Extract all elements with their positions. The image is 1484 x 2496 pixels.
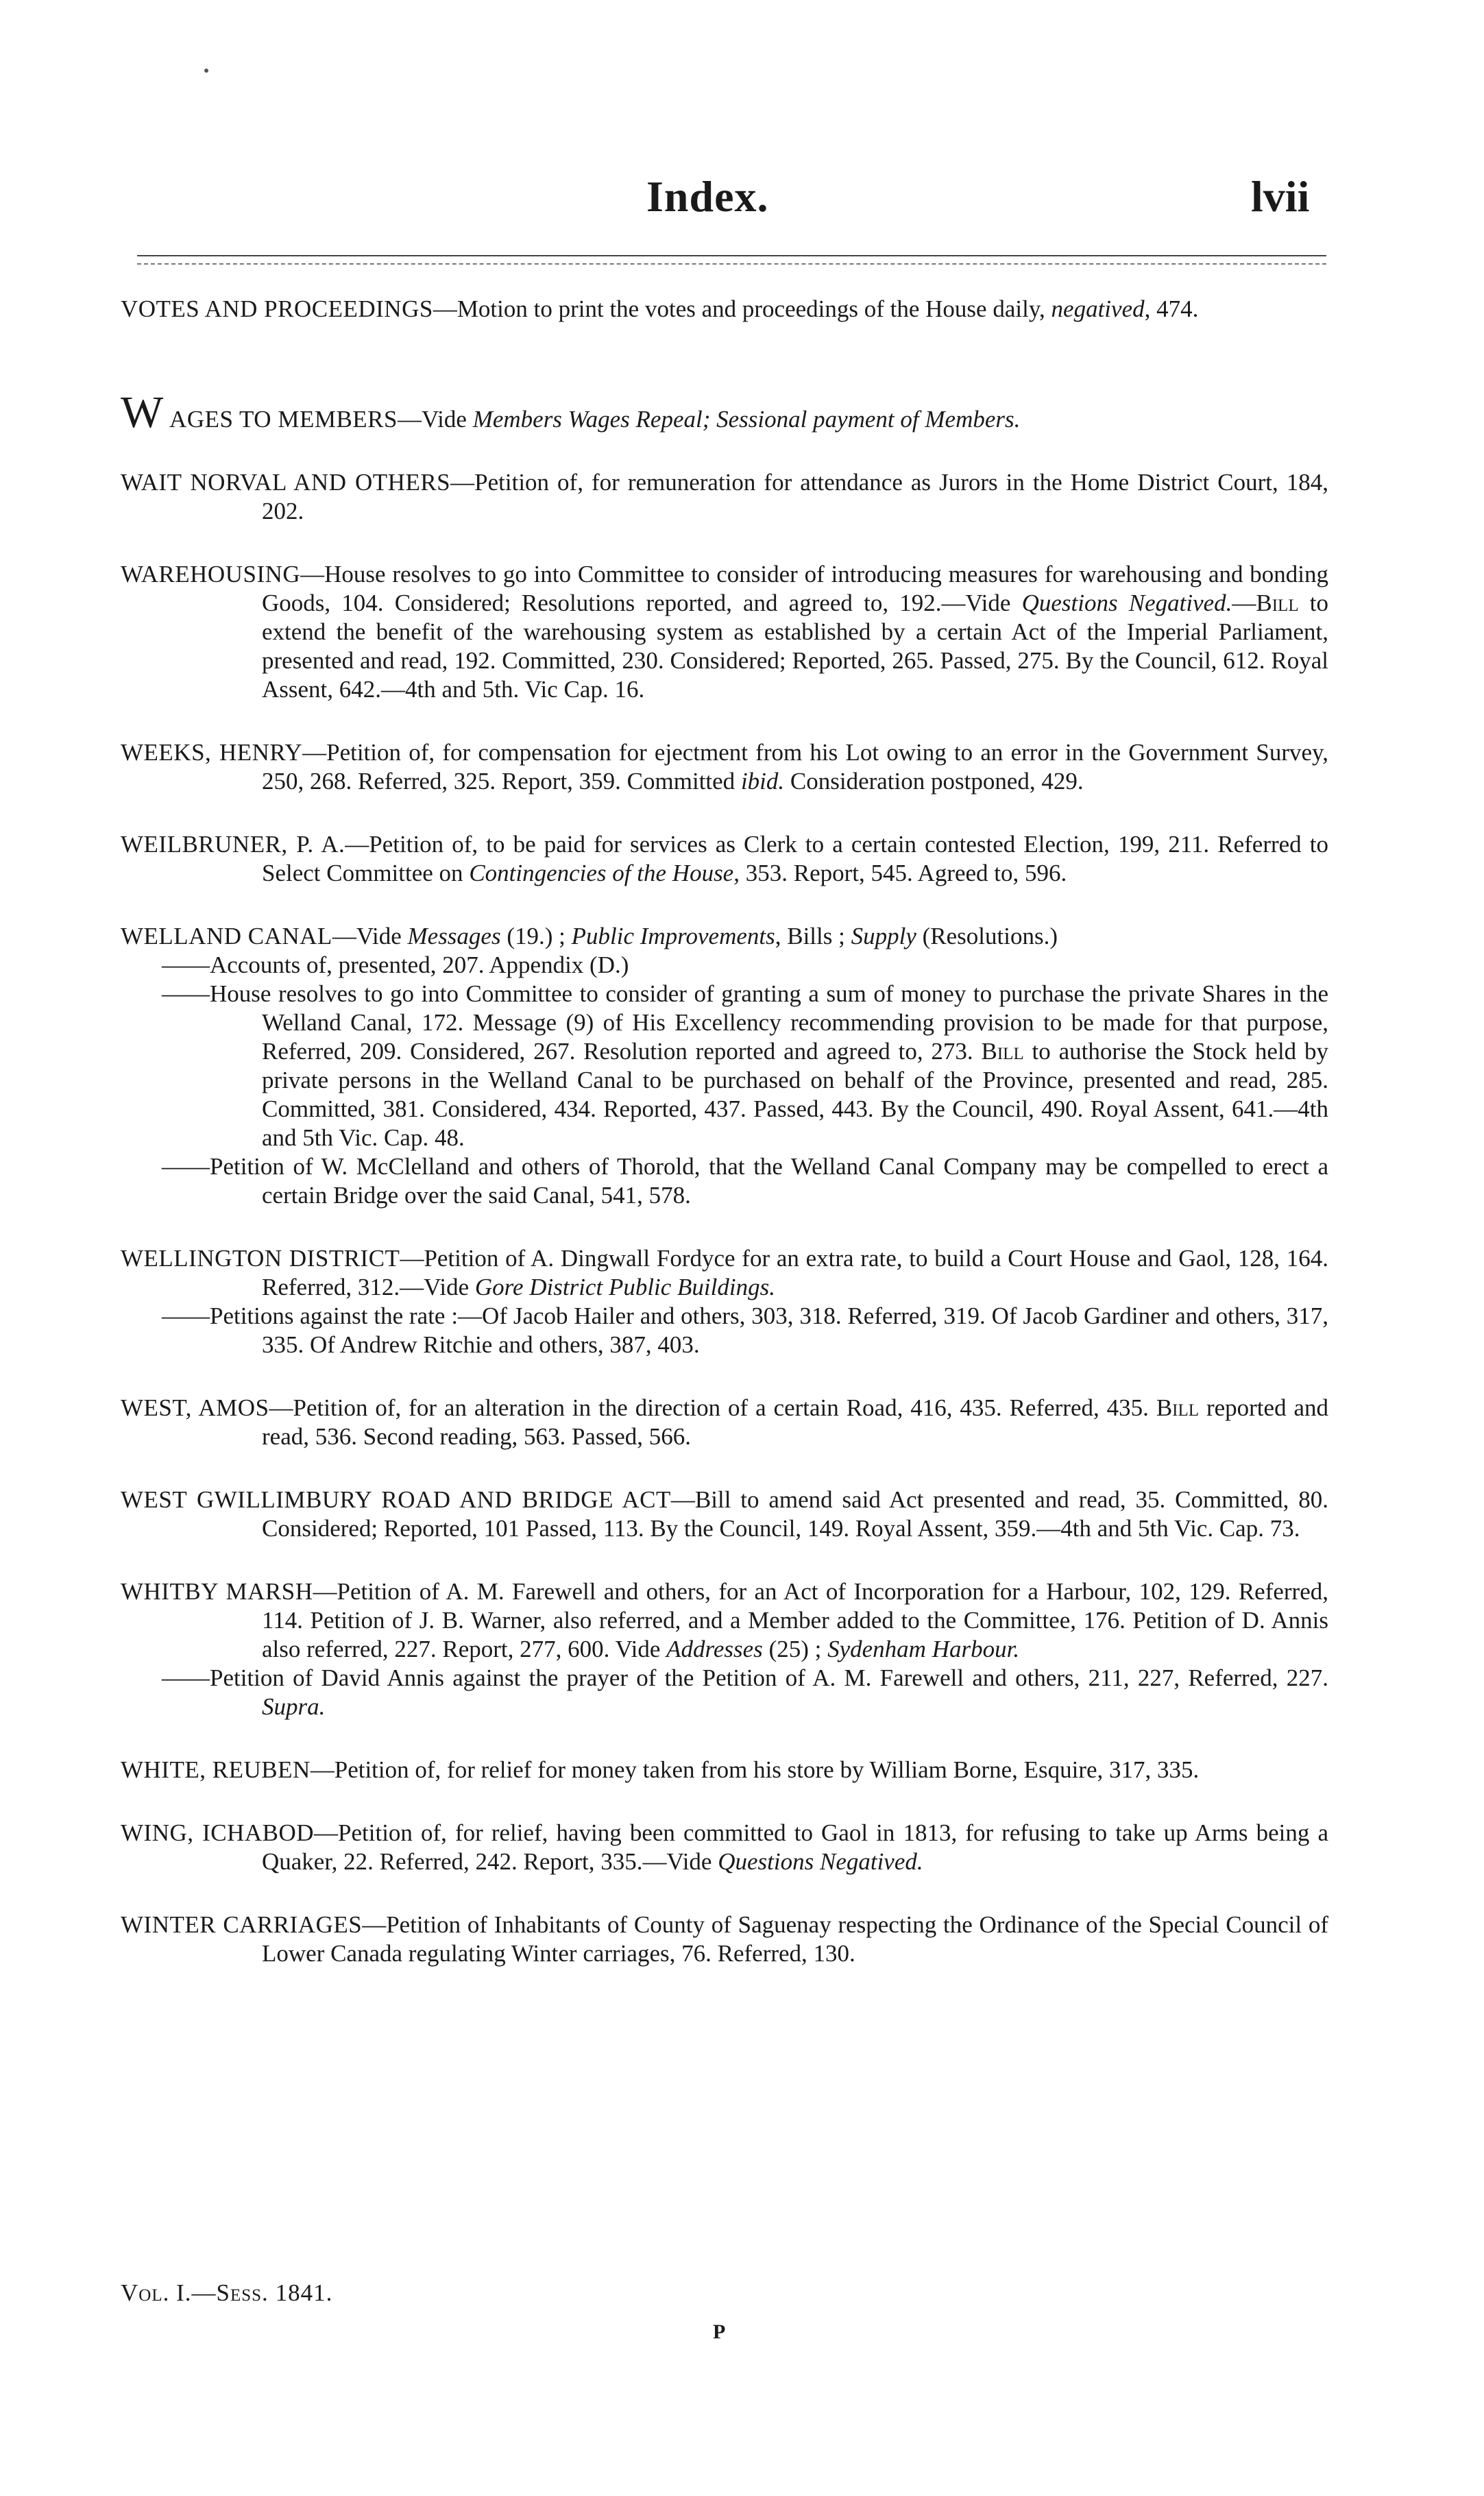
welland-canal-main: WELLAND CANAL—Vide Messages (19.) ; Public Improvements, Bills ; Supply (Resolutions.) xyxy=(121,923,1058,949)
wellington-sub-petitions: ——Petitions against the rate :—Of Jacob Hailer and others, 303, 318. Referred, 319. Of Jacob Gardiner and others, 317, 335. Of Andrew Ritchie and others, 387, 403. xyxy=(162,1302,1328,1358)
whitby-marsh-sub-annis: ——Petition of David Annis against the prayer of the Petition of A. M. Farewell and others, 211, 227, Referred, 227. Supra. xyxy=(162,1664,1328,1720)
index-entry-weeks: WEEKS, HENRY—Petition of, for compensation for ejectment from his Lot owing to an error in the Government Survey, 250, 268. Referred, 325. Report, 359. Committed ibid. Consideration postponed, 429. xyxy=(121,739,1328,795)
index-entries xyxy=(121,295,1328,2002)
page-title: Index. xyxy=(646,172,769,221)
whitby-marsh-main: WHITBY MARSH—Petition of A. M. Farewell and others, for an Act of Incorporation for a Harbour, 102, 129. Referred, 114. Petition of J. B. Warner, also referred, and a Member added to the Committee, 176. Petition of D. Annis also referred, 227. Report, 277, 600. Vide Addresses (25) ; Sydenham Harbour. xyxy=(121,1578,1328,1662)
page-number: lvii xyxy=(1251,172,1310,221)
index-entry-warehousing: WAREHOUSING—House resolves to go into Committee to consider of introducing measures for warehousing and bonding Goods, 104. Considered; Resolutions reported, and agreed to, 192.—Vide Questions Negatived.—Bill to extend the benefit of the warehousing system as established by a certain Act of the Imperial Parliament, presented and read, 192. Committed, 230. Considered; Reported, 265. Passed, 275. By the Council, 612. Royal Assent, 642.—4th and 5th. Vic Cap. 16. xyxy=(121,561,1328,703)
index-entry-wellington xyxy=(121,1244,1328,1359)
index-entry-votes: VOTES AND PROCEEDINGS—Motion to print the votes and proceedings of the House daily, negatived, 474. xyxy=(121,295,1199,322)
index-entry-west-gwillimbury: WEST GWILLIMBURY ROAD AND BRIDGE ACT—Bill to amend said Act presented and read, 35. Committed, 80. Considered; Reported, 101 Passed, 113. By the Council, 149. Royal Assent, 359.—4th and 5th Vic. Cap. 73. xyxy=(121,1486,1328,1542)
index-entry-wages: W AGES TO MEMBERS—Vide Members Wages Repeal; Sessional payment of Members. xyxy=(121,387,1021,437)
header-rule xyxy=(137,255,1326,256)
index-entry-winter-carriages: WINTER CARRIAGES—Petition of Inhabitants of County of Saguenay respecting the Ordinance of the Special Council of Lower Canada regulating Winter carriages, 76. Referred, 130. xyxy=(121,1911,1328,1967)
index-entry-west-amos: WEST, AMOS—Petition of, for an alteration in the direction of a certain Road, 416, 435. Referred, 435. Bill reported and read, 536. Second reading, 563. Passed, 566. xyxy=(121,1394,1329,1450)
index-entry-wait-norval: WAIT NORVAL AND OTHERS—Petition of, for remuneration for attendance as Jurors in the Home District Court, 184, 202. xyxy=(121,469,1328,524)
index-entry-white-reuben: WHITE, REUBEN—Petition of, for relief for money taken from his store by William Borne, Esquire, 317, 335. xyxy=(121,1756,1200,1783)
signature-mark: P xyxy=(713,2321,726,2343)
index-entry-wing-ichabod: WING, ICHABOD—Petition of, for relief, having been committed to Gaol in 1813, for refusing to take up Arms being a Quaker, 22. Referred, 242. Report, 335.—Vide Questions Negatived. xyxy=(121,1819,1328,1875)
welland-canal-sub-bridge: ——Petition of W. McClelland and others of Thorold, that the Welland Canal Company may be compelled to erect a certain Bridge over the said Canal, 541, 578. xyxy=(162,1153,1328,1209)
index-entry-weilbruner: WEILBRUNER, P. A.—Petition of, to be paid for services as Clerk to a certain contested Election, 199, 211. Referred to Select Committee on Contingencies of the House, 353. Report, 545. Agreed to, 596. xyxy=(121,831,1328,886)
welland-canal-sub-shares: ——House resolves to go into Committee to consider of granting a sum of money to purchase the private Shares in the Welland Canal, 172. Message (9) of His Excellency recommending provision to be made for that purpose, Referred, 209. Considered, 267. Resolution reported and agreed to, 273. Bill to authorise the Stock held by private persons in the Welland Canal to be purchased on behalf of the Province, presented and read, 285. Committed, 381. Considered, 434. Reported, 437. Passed, 443. By the Council, 490. Royal Assent, 641.—4th and 5th Vic. Cap. 48. xyxy=(162,980,1328,1151)
welland-canal-sub-accounts: ——Accounts of, presented, 207. Appendix (D.) xyxy=(162,952,629,978)
speck xyxy=(204,69,208,73)
volume-session-line: Vol. I.—Sess. 1841. xyxy=(121,2279,333,2306)
header-rule-dashed xyxy=(137,263,1326,265)
index-entry-welland-canal xyxy=(121,922,1328,1210)
index-entry-whitby-marsh xyxy=(121,1577,1328,1721)
drop-cap: W xyxy=(121,387,164,437)
page-header xyxy=(0,171,1484,226)
wellington-main: WELLINGTON DISTRICT—Petition of A. Dingwall Fordyce for an extra rate, to build a Court House and Gaol, 128, 164. Referred, 312.—Vide Gore District Public Buildings. xyxy=(121,1245,1328,1300)
